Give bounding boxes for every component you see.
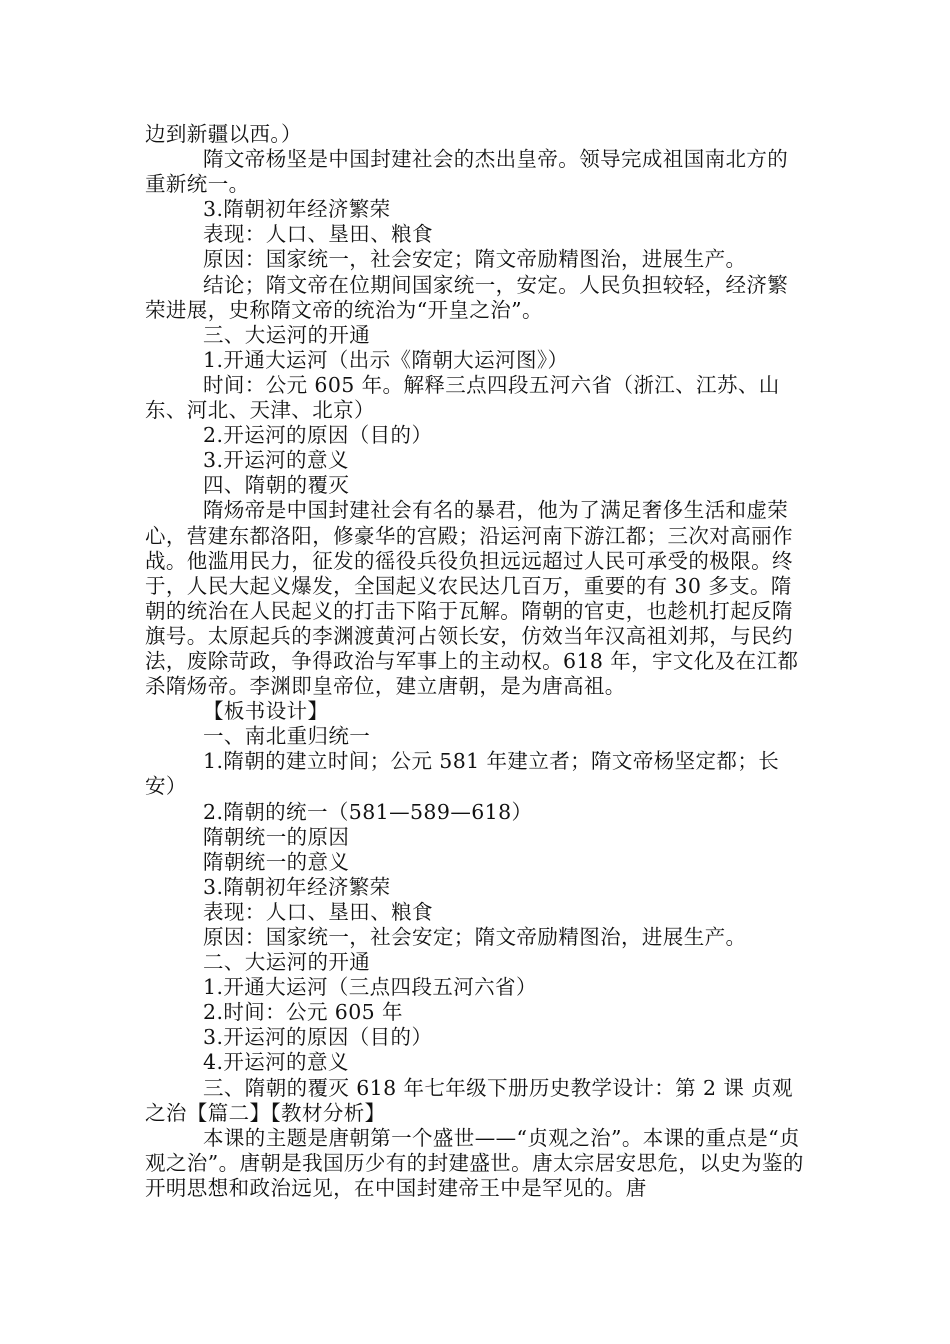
paragraph: 本课的主题是唐朝第一个盛世——“贞观之治”。本课的重点是“贞观之治”。唐朝是我国历少有的封建盛世。唐太宗居安思危，以史为鉴的开明思想和政治远见，在中国封建帝王中是罕见的。唐 <box>145 1125 804 1200</box>
paragraph: 3.开运河的原因（目的） <box>203 1025 433 1050</box>
paragraph: 3.隋朝初年经济繁荣 <box>203 874 391 899</box>
paragraph: 3.开运河的意义 <box>203 448 349 473</box>
paragraph: 隋朝统一的意义 <box>203 849 350 874</box>
paragraph: 三、大运河的开通 <box>203 322 371 347</box>
paragraph: 二、大运河的开通 <box>203 950 371 975</box>
paragraph: 边到新疆以西。） <box>145 122 302 146</box>
paragraph: 结论；隋文帝在位期间国家统一，安定。人民负担较轻，经济繁荣进展，史称隋文帝的统治为“开皇之治”。 <box>145 272 789 322</box>
paragraph: 时间：公元 605 年。解释三点四段五河六省（浙江、江苏、山东、河北、天津、北京） <box>145 372 780 423</box>
paragraph: 4.开运河的意义 <box>203 1050 349 1075</box>
paragraph: 1.开通大运河（出示《隋朝大运河图》） <box>203 347 569 372</box>
paragraph: 四、隋朝的覆灭 <box>203 473 350 498</box>
paragraph: 2.开运河的原因（目的） <box>203 423 433 448</box>
paragraph: 2.隋朝的统一（581—589—618） <box>203 799 533 824</box>
paragraph: 表现：人口、垦田、粮食 <box>203 899 433 924</box>
paragraph: 原因：国家统一，社会安定；隋文帝励精图治，进展生产。 <box>203 925 747 949</box>
paragraph: 3.隋朝初年经济繁荣 <box>203 197 391 222</box>
paragraph: 隋朝统一的原因 <box>203 824 350 849</box>
paragraph: 隋炀帝是中国封建社会有名的暴君，他为了满足奢侈生活和虚荣心，营建东都洛阳，修豪华的宫殿；沿运河南下游江都；三次对高丽作战。他滥用民力，征发的徭役兵役负担远远超过人民可承受的极限。终于，人民大起义爆发，全国起义农民达几百万，重要的有 30 多支。隋朝的统治在人民起义的打击下陷于瓦解。隋朝的官吏，也趁机打起反隋旗号。太原起兵的李渊渡黄河占领长安，仿效当年汉高祖刘邦，与民约法，废除苛政，争得政治与军事上的主动权。618 年，宇文化及在江都杀隋炀帝。李渊即皇帝位，建立唐朝，是为唐高祖。 <box>145 498 799 699</box>
paragraph: 2.时间：公元 605 年 <box>203 1000 403 1025</box>
paragraph: 隋文帝杨坚是中国封建社会的杰出皇帝。领导完成祖国南北方的重新统一。 <box>145 147 789 197</box>
paragraph: 三、隋朝的覆灭 618 年七年级下册历史教学设计：第 2 课 贞观之治【篇二】【教材分析】 <box>145 1075 793 1125</box>
paragraph: 原因：国家统一，社会安定；隋文帝励精图治，进展生产。 <box>203 247 747 272</box>
document-body <box>145 122 807 1201</box>
paragraph: 1.隋朝的建立时间；公元 581 年建立者；隋文帝杨坚定都；长安） <box>145 749 780 799</box>
paragraph: 【板书设计】 <box>203 699 329 724</box>
paragraph: 表现：人口、垦田、粮食 <box>203 222 433 247</box>
paragraph: 1.开通大运河（三点四段五河六省） <box>203 975 537 1000</box>
paragraph: 一、南北重归统一 <box>203 724 371 749</box>
